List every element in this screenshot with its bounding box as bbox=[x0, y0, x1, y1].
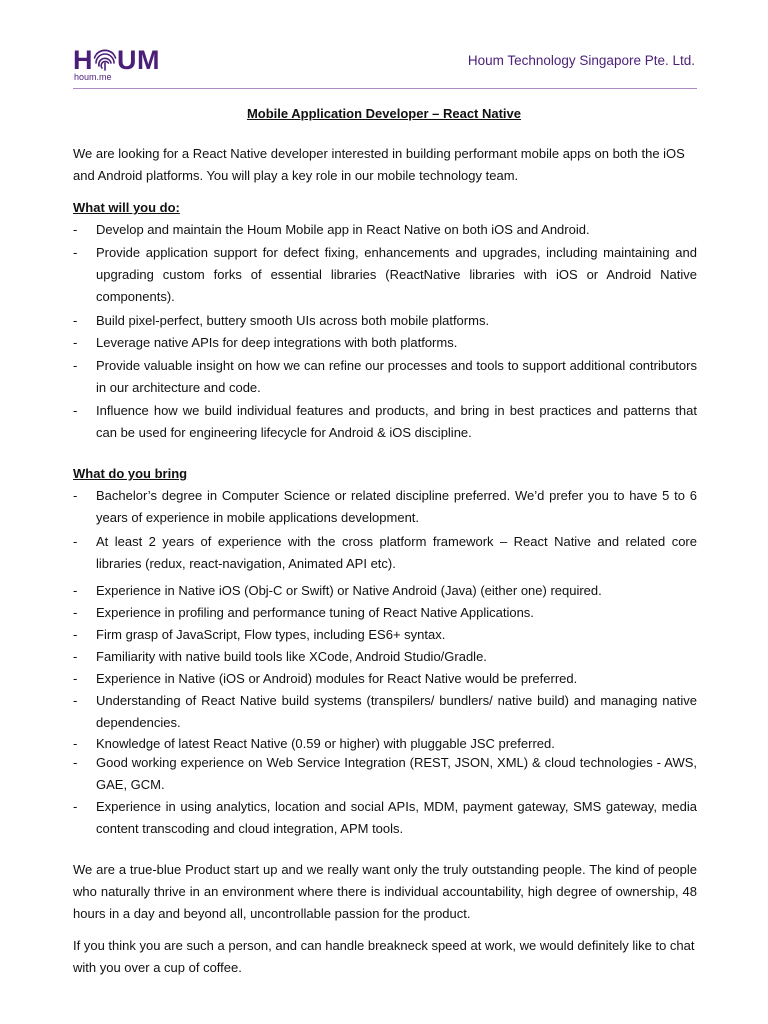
company-name: Houm Technology Singapore Pte. Ltd. bbox=[467, 53, 695, 68]
logo-url: houm.me bbox=[74, 72, 112, 82]
logo-letters-um: UM bbox=[117, 45, 160, 75]
list-item: - Good working experience on Web Service Integration (REST, JSON, XML) & cloud technologies - AWS, GAE, GCM. bbox=[73, 755, 697, 792]
list-item: - Familiarity with native build tools like XCode, Android Studio/Gradle. bbox=[73, 649, 487, 664]
list-item: - Experience in Native iOS (Obj-C or Swift) or Native Android (Java) (either one) required. bbox=[73, 583, 602, 598]
list-item: - Develop and maintain the Houm Mobile app in React Native on both iOS and Android. bbox=[73, 222, 590, 237]
list-item: - Provide valuable insight on how we can refine our processes and tools to support additional contributors in our architecture and code. bbox=[73, 358, 697, 395]
list-item: - Understanding of React Native build systems (transpilers/ bundlers/ native build) and managing native dependencies. bbox=[73, 693, 697, 730]
list-item: - Firm grasp of JavaScript, Flow types, including ES6+ syntax. bbox=[73, 627, 446, 642]
logo-letter-h: H bbox=[73, 45, 93, 75]
list-item: - Knowledge of latest React Native (0.59 or higher) with pluggable JSC preferred. bbox=[73, 736, 555, 751]
job-title: Mobile Application Developer – React Native bbox=[246, 106, 522, 121]
list-item: - Influence how we build individual features and products, and bring in best practices and patterns that can be used for engineering lifecycle for Android & iOS discipline. bbox=[73, 403, 697, 440]
page-header bbox=[73, 46, 697, 89]
closing-paragraph-coffee: If you think you are such a person, and can handle breakneck speed at work, we would definitely like to chat with you over a cup of coffee. bbox=[73, 938, 695, 975]
list-item: - Experience in using analytics, location and social APIs, MDM, payment gateway, SMS gateway, media content transcoding and cloud integration, APM tools. bbox=[73, 799, 697, 836]
list-item: - Build pixel-perfect, buttery smooth UIs across both mobile platforms. bbox=[73, 313, 490, 328]
list-item: - Provide application support for defect fixing, enhancements and upgrades, including maintaining and upgrading custom forks of essential libraries (ReactNative libraries with iOS or Android Native components). bbox=[73, 245, 697, 304]
list-item: - Experience in profiling and performance tuning of React Native Applications. bbox=[73, 605, 534, 620]
closing-paragraph: We are a true-blue Product start up and we really want only the truly outstanding people. The kind of people who naturally thrive in an environment where there is individual accountability, high degree of ownership, 48 hours in a day and beyond all, uncontrollable passion for the product. bbox=[73, 862, 697, 921]
section-heading-what-do-you-bring: What do you bring bbox=[73, 466, 188, 481]
list-item: - Experience in Native (iOS or Android) modules for React Native would be preferred. bbox=[73, 671, 578, 686]
houm-logo bbox=[73, 46, 160, 82]
list-item: - Bachelor’s degree in Computer Science or related discipline preferred. We’d prefer you to have 5 to 6 years of experience in mobile applications development. bbox=[73, 488, 697, 525]
intro-paragraph: We are looking for a React Native developer interested in building performant mobile apps on both the iOS and Android platforms. You will play a key role in our mobile technology team. bbox=[73, 146, 685, 183]
list-item: - At least 2 years of experience with the cross platform framework – React Native and related core libraries (redux, react-navigation, Animated API etc). bbox=[73, 534, 697, 571]
fingerprint-icon bbox=[92, 47, 118, 73]
list-item: - Leverage native APIs for deep integrations with both platforms. bbox=[73, 335, 458, 350]
section-heading-what-will-you-do: What will you do: bbox=[73, 200, 180, 215]
